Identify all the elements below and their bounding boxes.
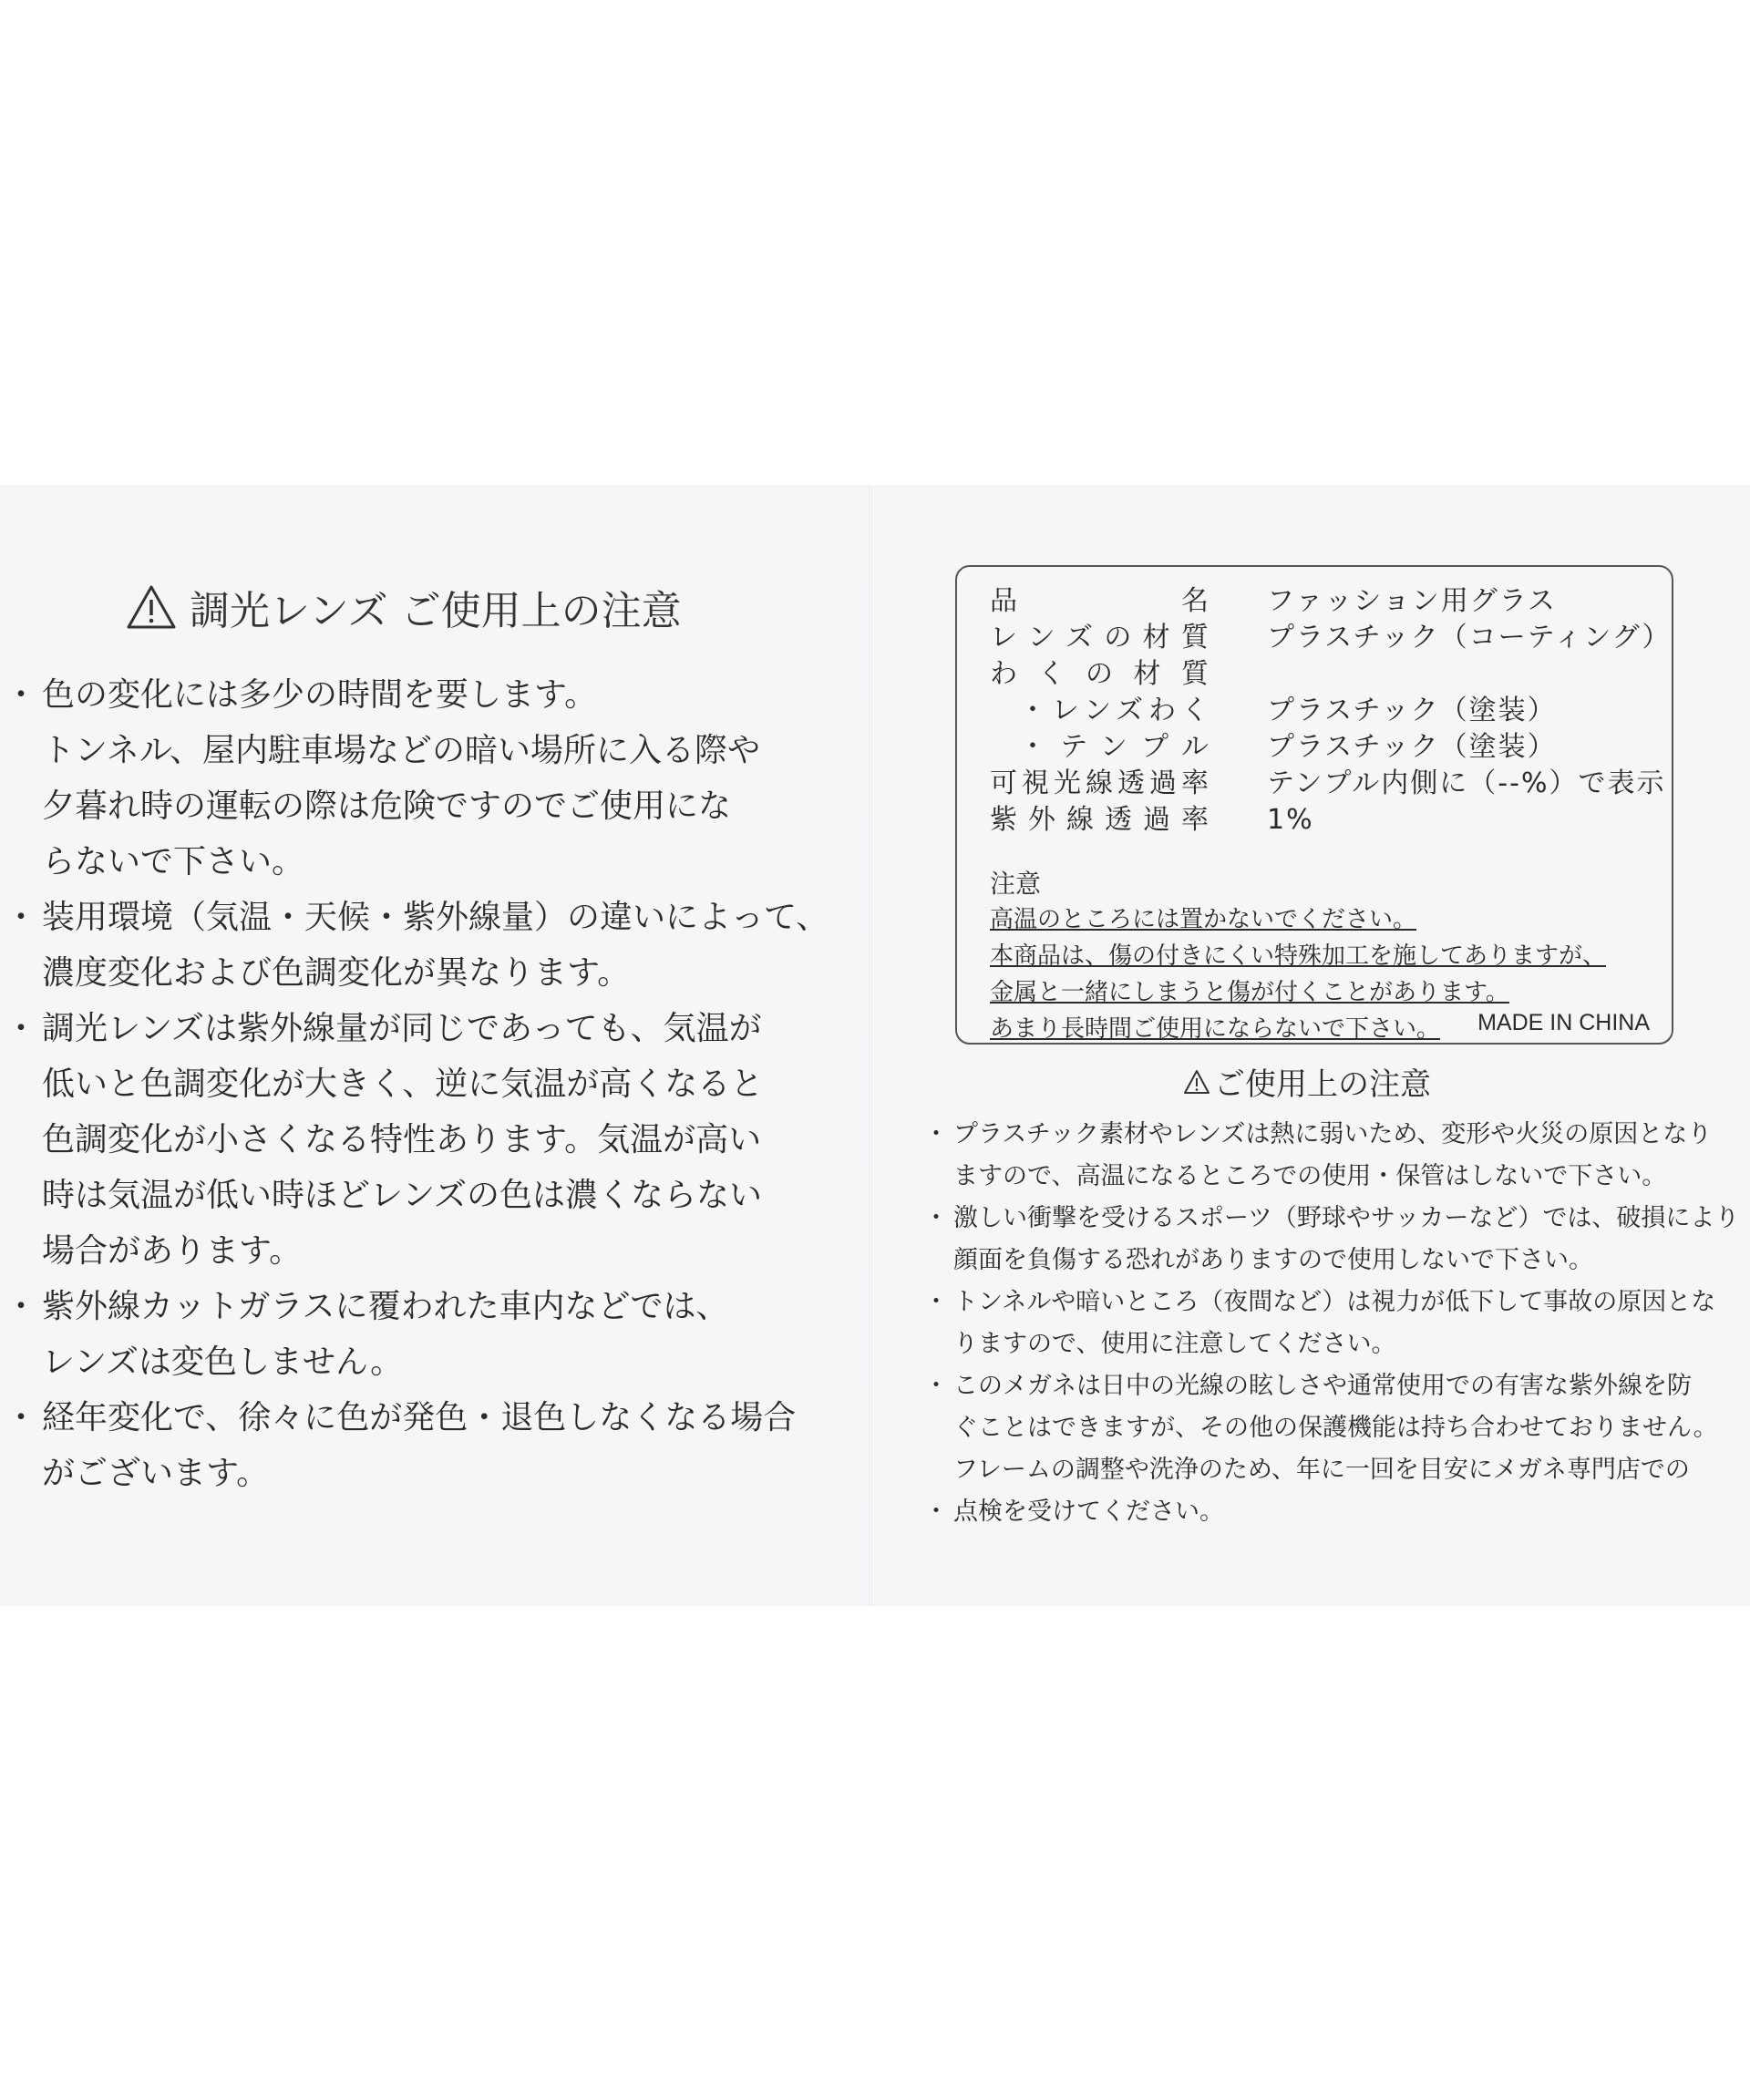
list-item: ・ 経年変化で、徐々に色が発色・退色しなくなる場合 — [4, 1399, 797, 1436]
note-heading: 注意 — [990, 869, 1042, 899]
list-item: 顔面を負傷する恐れがありますので使用しないで下さい。 — [953, 1246, 1593, 1274]
list-item: らないで下さい。 — [42, 843, 305, 880]
usage-caution-list — [919, 1114, 1740, 1533]
left-title-text: 調光レンズ ご使用上の注意 — [190, 588, 682, 634]
note-line: あまり長時間ご使用にならないで下さい。 — [990, 1015, 1441, 1043]
spec-row-product-name: 品名 ファッション用グラス — [990, 585, 1557, 617]
spec-row-visible-light: 可視光線透過率 テンプル内側に（--%）で表示 — [990, 767, 1666, 799]
list-item: 色調変化が小さくなる特性あります。気温が高い — [42, 1121, 762, 1158]
warning-icon — [1183, 1069, 1210, 1095]
list-item: ・ トンネルや暗いところ（夜間など）は視力が低下して事故の原因とな — [923, 1288, 1716, 1316]
spec-row-lens-material: レンズの材質 プラスチック（コーティング） — [990, 622, 1672, 654]
list-item: ・ 装用環境（気温・天候・紫外線量）の違いによって、 — [4, 899, 829, 936]
spec-row-lens-frame: ・レンズわく プラスチック（塗装） — [1019, 695, 1557, 726]
list-item: 夕暮れ時の運転の際は危険ですのでご使用にな — [42, 788, 732, 825]
list-item: ・ 色の変化には多少の時間を要します。 — [4, 676, 598, 714]
spec-row-temple: ・テンプル プラスチック（塗装） — [1019, 731, 1557, 763]
list-item: ・ 激しい衝撃を受けるスポーツ（野球やサッカーなど）では、破損により — [923, 1204, 1740, 1232]
list-item: ・ 紫外線カットガラスに覆われた車内などでは、 — [4, 1288, 729, 1325]
product-spec-box — [955, 565, 1673, 1045]
list-item: フレームの調整や洗浄のため、年に一回を目安にメガネ専門店での — [953, 1456, 1690, 1484]
note-line: 金属と一緒にしまうと傷が付くことがあります。 — [990, 979, 1509, 1006]
usage-caution-title — [1183, 1059, 1431, 1104]
list-item: りますので、使用に注意してください。 — [953, 1330, 1396, 1358]
list-item: ・ このメガネは日中の光線の眩しさや通常使用での有害な紫外線を防 — [923, 1372, 1692, 1400]
list-item: ・ 点検を受けてください。 — [923, 1498, 1224, 1526]
note-line: 本商品は、傷の付きにくい特殊加工を施してありますが、 — [990, 942, 1607, 970]
spec-row-frame-material: わくの材質 — [990, 658, 1209, 690]
made-in-label: MADE IN CHINA — [1477, 1010, 1650, 1035]
list-item: レンズは変色しません。 — [42, 1343, 404, 1381]
list-item: 低いと色調変化が大きく、逆に気温が高くなると — [42, 1065, 764, 1103]
list-item: ますので、高温になるところでの使用・保管はしないで下さい。 — [953, 1162, 1667, 1190]
instruction-card — [0, 485, 1750, 1606]
list-item: 時は気温が低い時ほどレンズの色は濃くならない — [42, 1177, 763, 1214]
list-item: ・ プラスチック素材やレンズは熱に弱いため、変形や火災の原因となり — [923, 1120, 1713, 1148]
warning-icon — [126, 584, 177, 630]
note-line: 高温のところには置かないでください。 — [990, 906, 1417, 933]
list-item: ぐことはできますが、その他の保護機能は持ち合わせておりません。 — [953, 1414, 1718, 1442]
photochromic-caution-list — [0, 667, 829, 1501]
card-fold — [869, 485, 872, 1606]
photochromic-caution-title — [126, 580, 682, 634]
list-item: トンネル、屋内駐車場などの暗い場所に入る際や — [42, 732, 761, 769]
list-item: 場合があります。 — [42, 1232, 303, 1270]
list-item: ・ 調光レンズは紫外線量が同じであっても、気温が — [4, 1010, 762, 1047]
right-title-text: ご使用上の注意 — [1214, 1066, 1431, 1103]
spec-row-uv: 紫外線透過率 1% — [990, 804, 1314, 836]
list-item: がございます。 — [42, 1455, 270, 1492]
list-item: 濃度変化および色調変化が異なります。 — [42, 954, 631, 992]
